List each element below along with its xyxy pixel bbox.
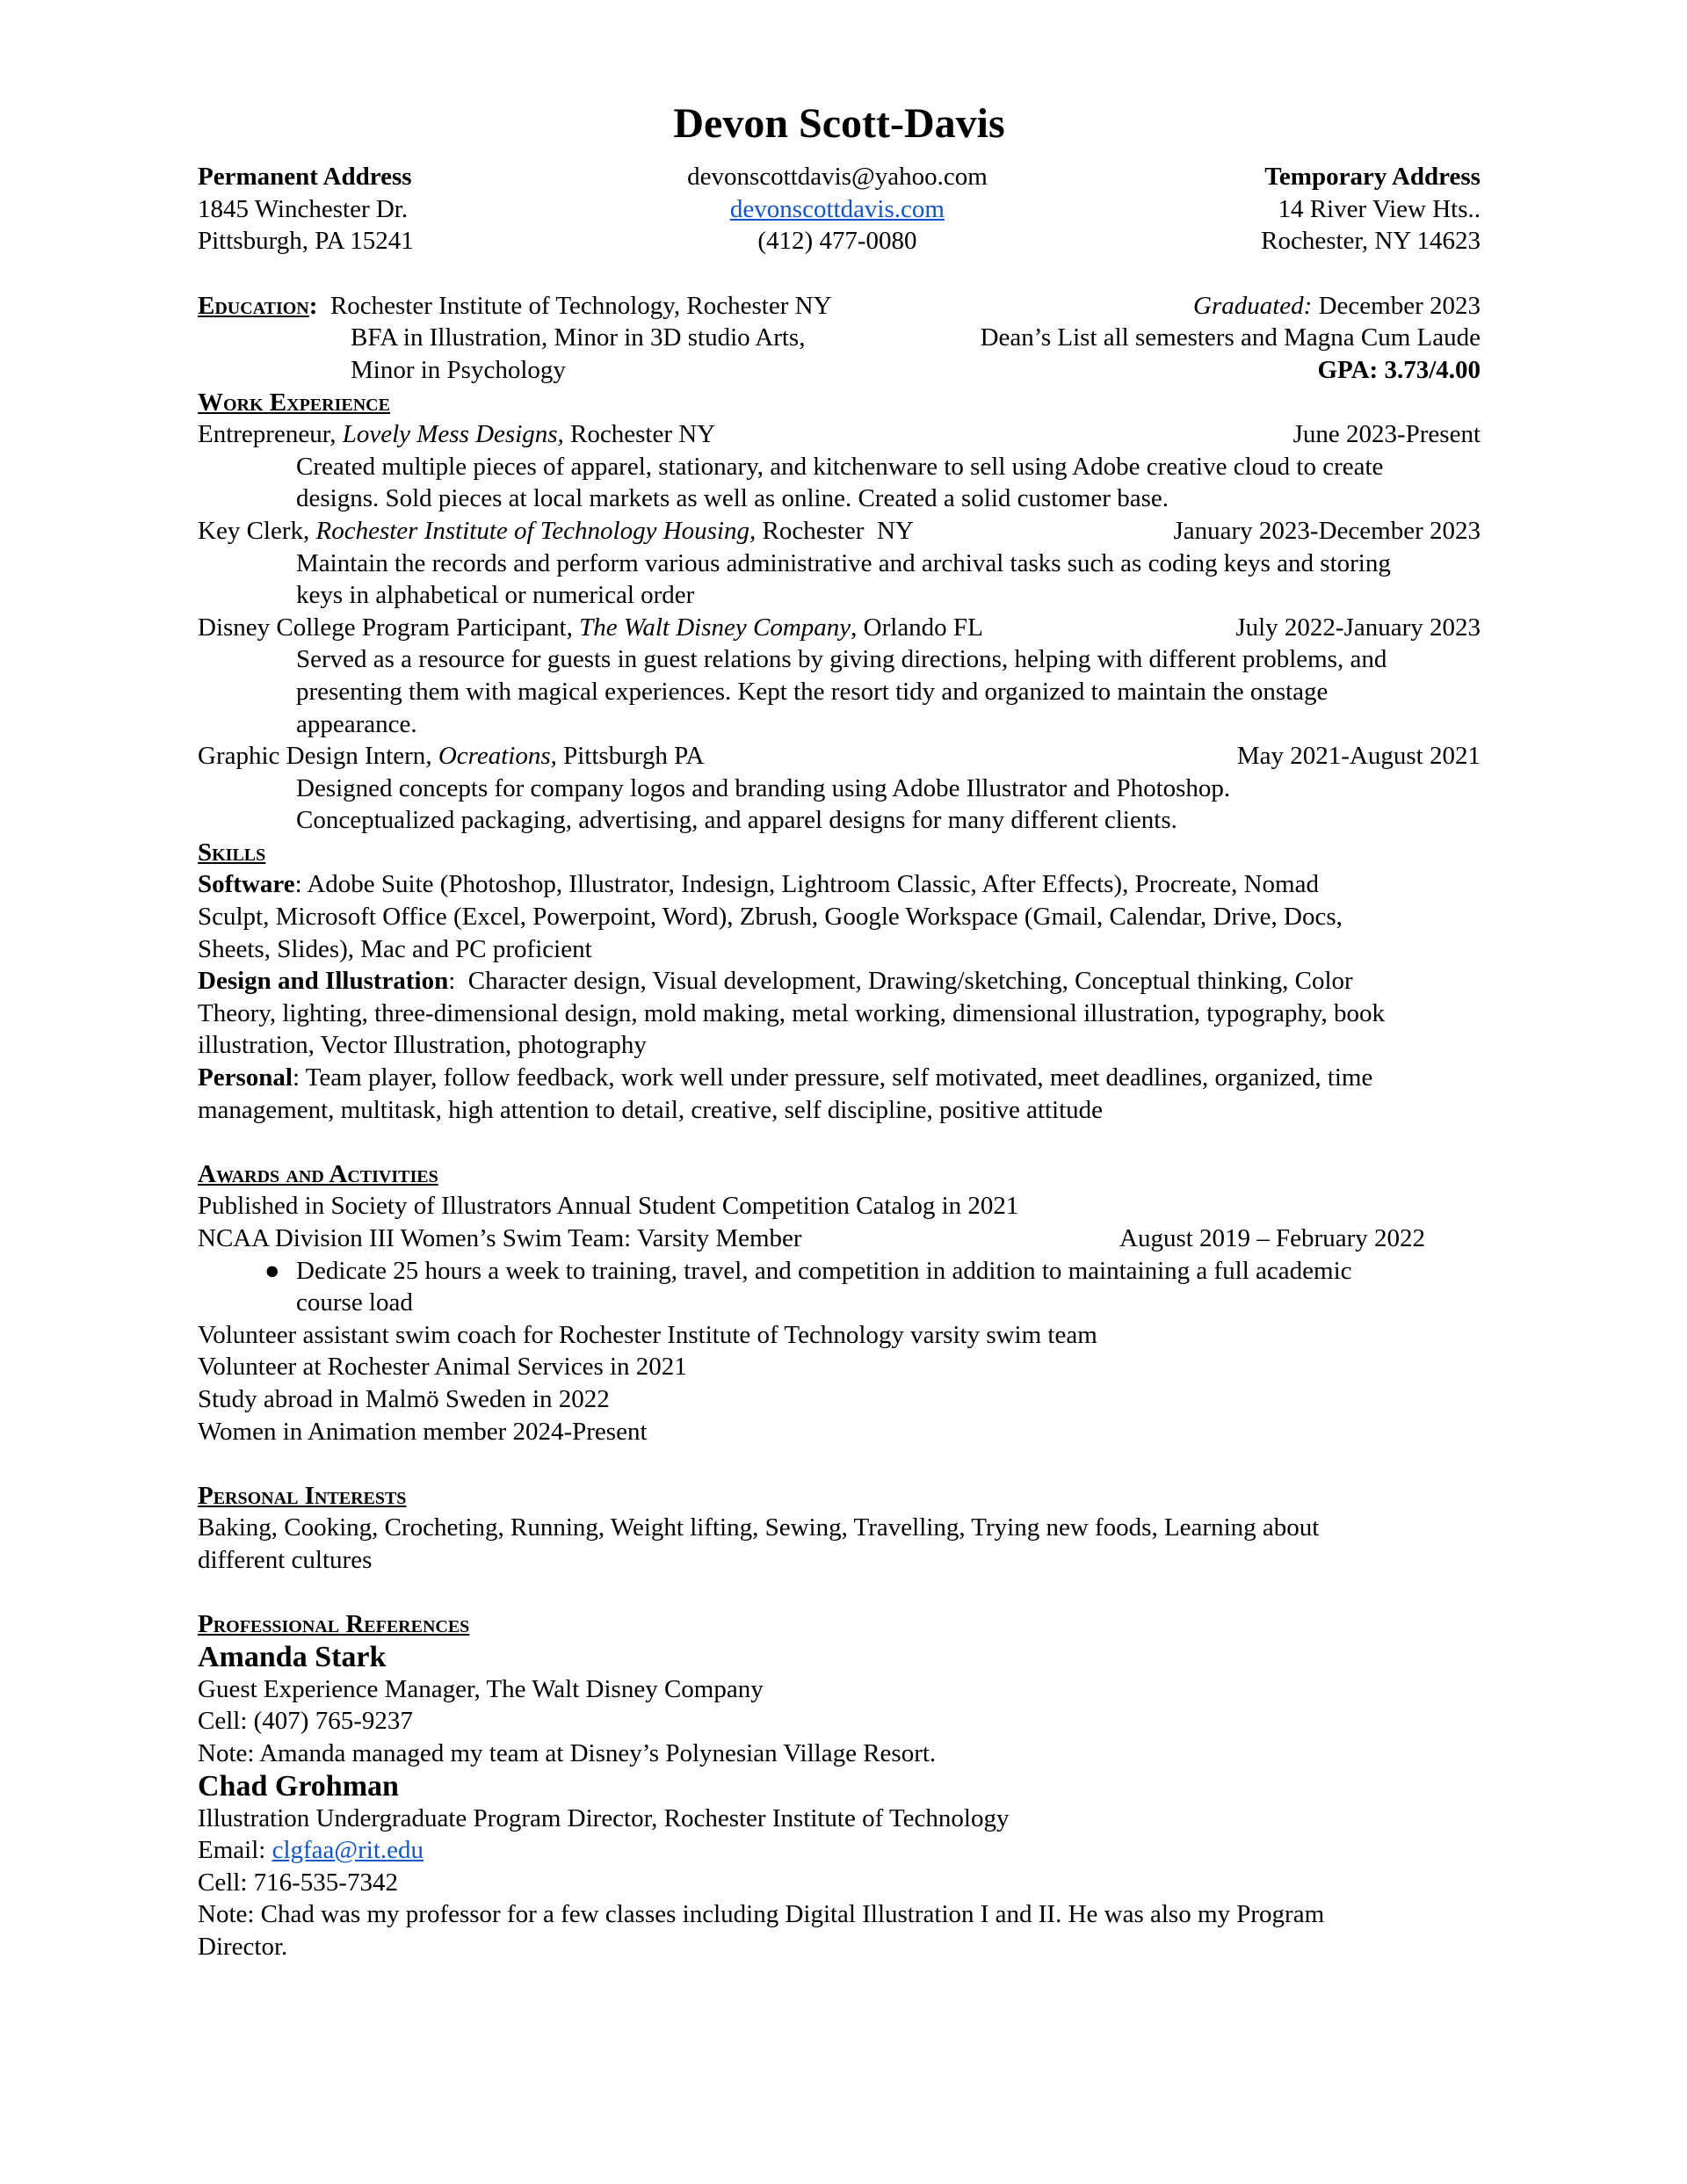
- award-item: Women in Animation member 2024-Present: [198, 1417, 648, 1446]
- education-gpa: GPA: 3.73/4.00: [1317, 355, 1481, 384]
- interests-section: [198, 1480, 1481, 1577]
- skills-design-line: [198, 965, 1481, 998]
- job-location: Rochester NY: [563, 420, 716, 449]
- award-item: Study abroad in Malmö Sweden in 2022: [198, 1384, 610, 1413]
- job-org: Rochester Institute of Technology Housing,: [315, 516, 757, 545]
- interests-line: different cultures: [198, 1545, 373, 1574]
- bullet-dot: ●: [264, 1256, 280, 1285]
- job-entry: [198, 515, 1481, 612]
- job-entry: [198, 612, 1481, 740]
- temporary-address: [1261, 161, 1481, 258]
- job-title: Key Clerk,: [198, 516, 316, 545]
- job-title: Disney College Program Participant,: [198, 613, 580, 642]
- job-header: [198, 740, 1481, 773]
- job-org: Lovely Mess Designs,: [342, 420, 564, 449]
- reference-email-line: [198, 1834, 1481, 1867]
- spacer: [198, 1126, 1481, 1158]
- contact-info: [687, 161, 988, 258]
- job-location: Rochester NY: [756, 516, 914, 545]
- job-header: [198, 418, 1481, 451]
- job-description-line: Conceptualized packaging, advertising, and apparel designs for many different clients.: [296, 806, 1177, 835]
- job-description-line: Designed concepts for company logos and branding using Adobe Illustrator and Photoshop.: [296, 773, 1231, 802]
- reference-note: Note: Chad was my professor for a few classes including Digital Illustration I and II. He was also my Program: [198, 1900, 1325, 1929]
- skills-heading: Skills: [198, 838, 266, 867]
- job-title-line: [198, 418, 715, 451]
- reference-title: Guest Experience Manager, The Walt Disney Company: [198, 1674, 764, 1703]
- education-minor: Minor in Psychology: [351, 355, 566, 384]
- candidate-name: Devon Scott-Davis: [673, 100, 1005, 147]
- award-item: Volunteer assistant swim coach for Rochester Institute of Technology varsity swim team: [198, 1320, 1097, 1349]
- job-title-line: [198, 612, 983, 644]
- job-entry: [198, 740, 1481, 837]
- job-title: Entrepreneur,: [198, 420, 343, 449]
- reference-name: Amanda Stark: [198, 1640, 387, 1673]
- graduated-line: [1193, 290, 1481, 323]
- temporary-address-heading: Temporary Address: [1264, 163, 1481, 191]
- interests-heading: Personal Interests: [198, 1481, 407, 1510]
- skills-software-label: Software: [198, 870, 295, 899]
- education-degree: BFA in Illustration, Minor in 3D studio Arts,: [351, 323, 806, 352]
- skills-software-text: : Adobe Suite (Photoshop, Illustrator, Indesign, Lightroom Classic, After Effects), Procreate, Nomad: [294, 870, 1319, 899]
- job-description-line: designs. Sold pieces at local markets as well as online. Created a solid customer base.: [296, 484, 1169, 513]
- references-heading: Professional References: [198, 1610, 470, 1639]
- job-description-line: Served as a resource for guests in guest relations by giving directions, helping with different problems, and: [296, 645, 1387, 674]
- job-location: Pittsburgh PA: [556, 742, 705, 771]
- graduated-label: Graduated:: [1193, 291, 1313, 320]
- education-school-line: [198, 290, 832, 323]
- skills-section: [198, 837, 1481, 1126]
- job-description-line: Created multiple pieces of apparel, stationary, and kitchenware to sell using Adobe creative cloud to create: [296, 452, 1384, 481]
- temporary-address-line1: 14 River View Hts..: [1278, 194, 1481, 223]
- job-dates: July 2022-January 2023: [1235, 613, 1481, 642]
- education-honors: Dean’s List all semesters and Magna Cum Laude: [980, 323, 1481, 352]
- education-heading: Education: [198, 291, 309, 320]
- skills-personal-text: : Team player, follow feedback, work well under pressure, self motivated, meet deadlines, organized, time: [292, 1063, 1373, 1092]
- graduated-date: December 2023: [1318, 291, 1481, 320]
- job-description-line: keys in alphabetical or numerical order: [296, 581, 695, 610]
- swim-team-dates: August 2019 – February 2022: [1119, 1224, 1425, 1252]
- reference-cell: Cell: 716-535-7342: [198, 1868, 398, 1897]
- swim-team-text: NCAA Division III Women’s Swim Team: Varsity Member: [198, 1224, 802, 1252]
- job-dates: January 2023-December 2023: [1173, 516, 1481, 545]
- phone-number: (412) 477-0080: [757, 227, 917, 256]
- job-title-line: [198, 740, 705, 773]
- skills-personal-label: Personal: [198, 1063, 293, 1092]
- education-section: [198, 290, 1481, 387]
- permanent-address: [198, 161, 414, 258]
- education-row-1: [198, 290, 1481, 323]
- skills-design-line: Theory, lighting, three-dimensional design, mold making, metal working, dimensional illustration, typography, book: [198, 998, 1385, 1027]
- reference-note: Director.: [198, 1932, 288, 1961]
- reference-note: Note: Amanda managed my team at Disney’s Polynesian Village Resort.: [198, 1738, 937, 1767]
- award-item: Published in Society of Illustrators Annual Student Competition Catalog in 2021: [198, 1192, 1019, 1221]
- website-link[interactable]: devonscottdavis.com: [729, 194, 945, 223]
- job-dates: June 2023-Present: [1292, 420, 1481, 449]
- awards-heading: Awards and Activities: [198, 1159, 438, 1188]
- bullet-text: [296, 1255, 1352, 1319]
- references-section: [198, 1608, 1481, 1963]
- temporary-address-line2: Rochester, NY 14623: [1261, 227, 1481, 256]
- job-org: , Ocreations,: [425, 742, 557, 771]
- bullet-line: Dedicate 25 hours a week to training, travel, and competition in addition to maintaining a full academic: [296, 1256, 1352, 1285]
- job-header: [198, 515, 1481, 548]
- permanent-address-line1: 1845 Winchester Dr.: [198, 194, 409, 223]
- job-title: Graphic Design Intern: [198, 742, 426, 771]
- job-description-line: Maintain the records and perform various administrative and archival tasks such as coding keys and storing: [296, 548, 1391, 577]
- contact-block: [198, 161, 1481, 258]
- skills-software-line: Sheets, Slides), Mac and PC proficient: [198, 934, 592, 963]
- skills-software-line: Sculpt, Microsoft Office (Excel, Powerpoint, Word), Zbrush, Google Workspace (Gmail, Calendar, Drive, Docs,: [198, 903, 1343, 932]
- skills-design-label: Design and Illustration: [198, 967, 449, 996]
- awards-section: [198, 1158, 1481, 1448]
- skills-software-line: [198, 868, 1481, 901]
- reference-title: Illustration Undergraduate Program Director, Rochester Institute of Technology: [198, 1803, 1010, 1832]
- bullet-line: course load: [296, 1288, 413, 1317]
- reference-name: Chad Grohman: [198, 1769, 399, 1803]
- skills-design-text: : Character design, Visual development, Drawing/sketching, Conceptual thinking, Color: [448, 967, 1353, 996]
- job-description-line: presenting them with magical experiences. Kept the resort tidy and organized to maintain the onstage: [296, 677, 1329, 706]
- reference-cell: Cell: (407) 765-9237: [198, 1707, 413, 1736]
- job-location: , Orlando FL: [851, 613, 983, 642]
- swim-team-row: [198, 1223, 1481, 1255]
- skills-personal-line: [198, 1062, 1481, 1094]
- skills-design-line: illustration, Vector Illustration, photography: [198, 1031, 647, 1060]
- job-entry: [198, 418, 1481, 515]
- education-heading-colon: :: [308, 291, 318, 320]
- reference-email-label: Email:: [198, 1836, 272, 1865]
- job-dates: May 2021-August 2021: [1236, 742, 1481, 771]
- award-item: Volunteer at Rochester Animal Services in 2021: [198, 1353, 687, 1382]
- spacer: [198, 1577, 1481, 1609]
- skills-personal-line: management, multitask, high attention to detail, creative, self discipline, positive attitude: [198, 1095, 1104, 1124]
- education-row-3: [198, 354, 1481, 387]
- resume-page: [198, 0, 1481, 1963]
- work-section: [198, 387, 1481, 837]
- education-school: Rochester Institute of Technology, Rochester NY: [329, 291, 832, 320]
- interests-line: Baking, Cooking, Crocheting, Running, Weight lifting, Sewing, Travelling, Trying new foods, Learning about: [198, 1513, 1320, 1542]
- job-header: [198, 612, 1481, 644]
- spacer: [198, 1448, 1481, 1480]
- reference-email-link[interactable]: clgfaa@rit.edu: [272, 1836, 424, 1865]
- work-heading: Work Experience: [198, 388, 390, 417]
- swim-team-bullet: [198, 1255, 1481, 1319]
- education-row-2: [198, 322, 1481, 354]
- permanent-address-heading: Permanent Address: [198, 163, 412, 191]
- job-org: The Walt Disney Company: [579, 613, 851, 642]
- email-text: devonscottdavis@yahoo.com: [687, 163, 988, 191]
- permanent-address-line2: Pittsburgh, PA 15241: [198, 227, 414, 256]
- job-description-line: appearance.: [296, 709, 417, 738]
- job-title-line: [198, 515, 914, 548]
